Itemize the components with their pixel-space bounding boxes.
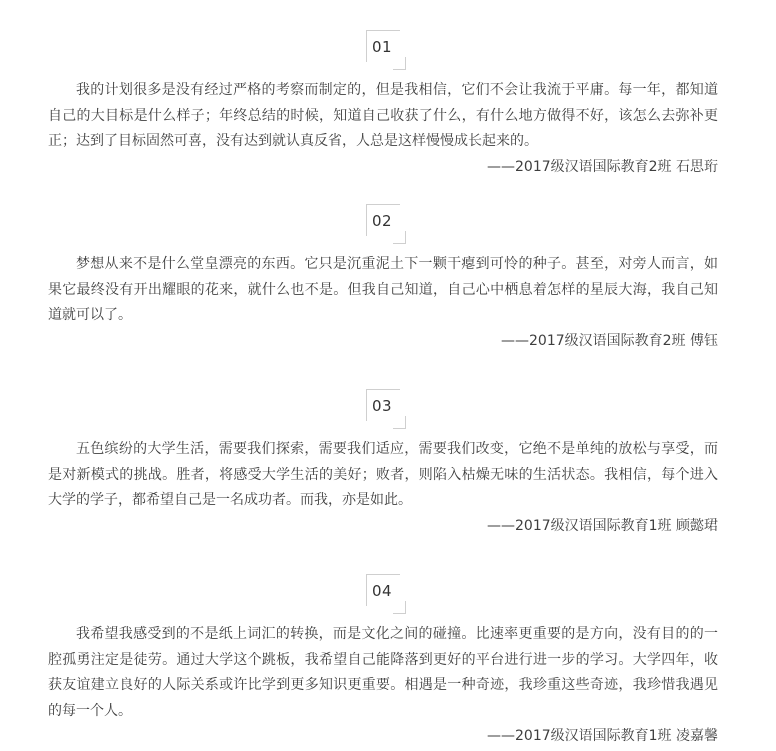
quote-signature: ——2017级汉语国际教育1班 凌嘉馨 (487, 728, 718, 744)
number-badge (366, 389, 400, 423)
quote-signature: ——2017级汉语国际教育2班 傅钰 (501, 332, 718, 349)
section-number: 03 (372, 397, 393, 415)
section-number: 02 (372, 212, 393, 230)
number-badge (366, 574, 400, 608)
quote-paragraph: 五色缤纷的大学生活，需要我们探索，需要我们适应，需要我们改变，它绝不是单纯的放松与享受，而是对新模式的挑战。胜者，将感受大学生活的美好；败者，则陷入枯燥无味的生活状态。我相信，每个进入大学的学子，都希望自己是一名成功者。而我，亦是如此。 (48, 441, 718, 508)
quote-paragraph: 我的计划很多是没有经过严格的考察而制定的，但是我相信，它们不会让我流于平庸。每一年，都知道自己的大目标是什么样子；年终总结的时候，知道自己收获了什么，有什么地方做得不好，该怎么去弥补更正；达到了目标固然可喜，没有达到就认真反省，人总是这样慢慢成长起来的。 (48, 82, 718, 149)
number-badge (366, 30, 400, 64)
quote-section-4 (48, 574, 718, 750)
quote-signature: ——2017级汉语国际教育1班 顾懿珺 (487, 517, 718, 534)
quote-signature: ——2017级汉语国际教育2班 石思珩 (487, 158, 718, 175)
quote-section-2 (48, 204, 718, 354)
quote-section-1 (48, 30, 718, 180)
quote-paragraph: 梦想从来不是什么堂皇漂亮的东西。它只是沉重泥土下一颗干瘪到可怜的种子。甚至，对旁人而言，如果它最终没有开出耀眼的花来，就什么也不是。但我自己知道，自己心中栖息着怎样的星辰大海，我自己知道就可以了。 (48, 256, 718, 323)
quote-section-3 (48, 389, 718, 539)
number-badge (366, 204, 400, 238)
section-number: 01 (372, 38, 393, 56)
quote-paragraph: 我希望我感受到的不是纸上词汇的转换，而是文化之间的碰撞。比速率更重要的是方向，没有目的的一腔孤勇注定是徒劳。通过大学这个跳板，我希望自己能降落到更好的平台进行进一步的学习。大学四年，收获友谊建立良好的人际关系或许比学到更多知识更重要。相遇是一种奇迹，我珍重这些奇迹，我珍惜我遇见的每一个人。 (48, 626, 718, 719)
section-number: 04 (372, 582, 393, 600)
